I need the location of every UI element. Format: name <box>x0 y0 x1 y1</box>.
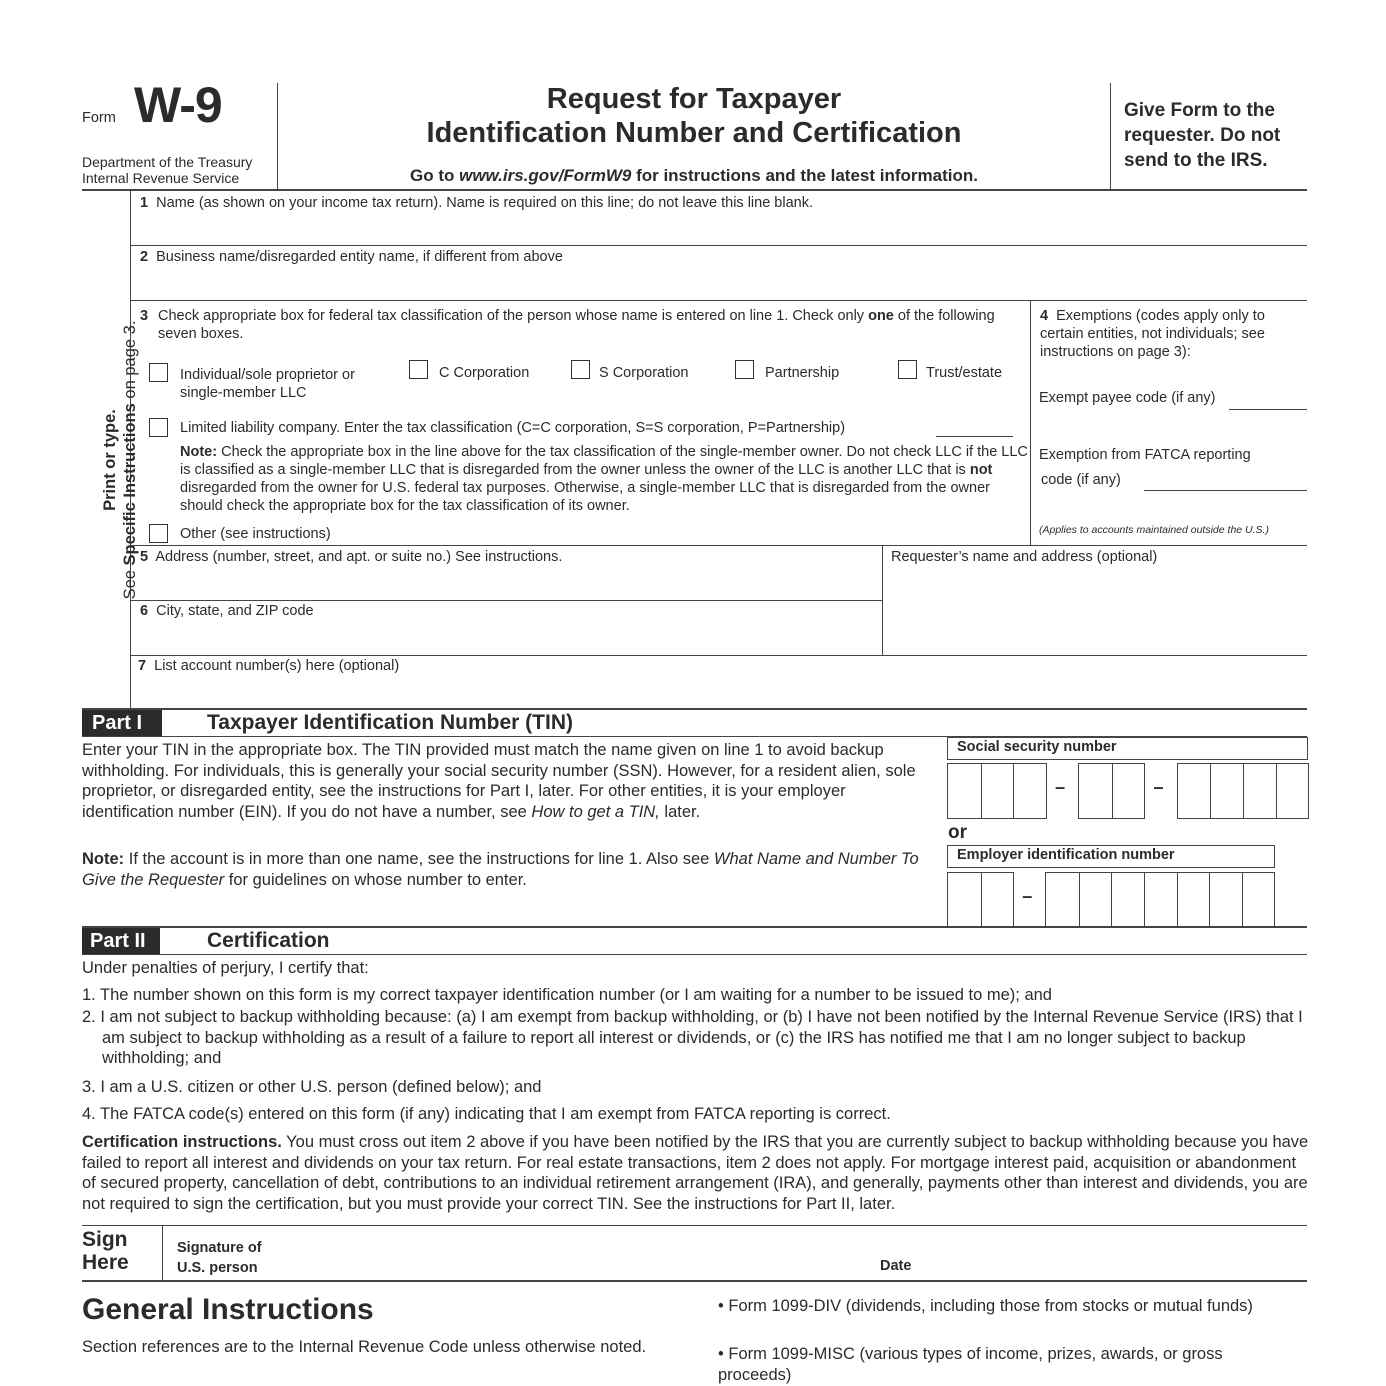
digit-group[interactable] <box>1078 763 1145 819</box>
digit-cell-divider <box>1242 873 1243 927</box>
line3-label: 3 Check appropriate box for federal tax classification of the person whose name is entered on line 1. Check only one of the following seven boxes. <box>140 308 995 342</box>
checkbox-other[interactable] <box>149 524 168 543</box>
checkbox-partnership-label: Partnership <box>765 365 840 381</box>
department: Department of the Treasury <box>82 154 253 170</box>
fatca-label-2: code (if any) <box>1041 472 1121 488</box>
cert-intro: Under penalties of perjury, I certify that: <box>82 959 369 977</box>
digit-cell-divider <box>1111 873 1112 927</box>
requester-input[interactable] <box>883 566 1307 654</box>
or-label: or <box>948 822 967 843</box>
side-instructions: Print or type. See Specific Instructions on page 3. <box>101 320 139 600</box>
line6-label: 6 City, state, and ZIP code <box>140 603 314 619</box>
checkbox-trust-estate[interactable] <box>898 360 917 379</box>
goto-line: Go to www.irs.gov/FormW9 for instructions and the latest information. <box>410 166 978 185</box>
ein-input[interactable] <box>947 872 1275 927</box>
address-input[interactable] <box>131 566 881 598</box>
city-state-zip-input[interactable] <box>131 620 881 652</box>
dash-separator: – <box>1055 777 1066 797</box>
part1-text: Enter your TIN in the appropriate box. The TIN provided must match the name given on line 1 to avoid backup withholding. For individuals, this is generally your social security number (SSN). However, for a resident alien, sole proprietor, or disregarded entity, see the instructions for Part I, later. For other entities, it is your employer identification number (EIN). If you do not have a number, see How to get a TIN, later. <box>82 741 916 821</box>
fatca-note: (Applies to accounts maintained outside the U.S.) <box>1039 524 1269 536</box>
exempt-payee-input[interactable] <box>1229 409 1307 410</box>
date-label: Date <box>880 1258 912 1274</box>
digit-group[interactable] <box>1177 763 1310 819</box>
part1-tag: Part I <box>82 710 162 736</box>
digit-cell-divider <box>1144 873 1145 927</box>
requester-label: Requester’s name and address (optional) <box>891 549 1158 565</box>
digit-cell-divider <box>981 873 982 927</box>
part2-tag: Part II <box>82 928 160 954</box>
general-instructions-title: General Instructions <box>82 1293 374 1326</box>
checkbox-other-label: Other (see instructions) <box>180 526 331 542</box>
checkbox-c-corporation[interactable] <box>409 360 428 379</box>
part2-title: Certification <box>207 929 330 952</box>
bullet-1099-misc: • Form 1099-MISC (various types of income, prizes, awards, or gross proceeds) <box>718 1345 1223 1384</box>
line4-label: 4 Exemptions (codes apply only to certain entities, not individuals; see instructions on page 3): <box>1040 308 1265 360</box>
service: Internal Revenue Service <box>82 170 240 186</box>
digit-cell-divider <box>981 764 982 818</box>
checkbox-partnership[interactable] <box>735 360 754 379</box>
fatca-input[interactable] <box>1144 490 1307 491</box>
checkbox-trust-estate-label: Trust/estate <box>926 365 1003 381</box>
checkbox-individual[interactable] <box>149 363 168 382</box>
cert-item-3: 3. I am a U.S. citizen or other U.S. person (defined below); and <box>82 1078 542 1096</box>
line5-label: 5 Address (number, street, and apt. or suite no.) See instructions. <box>140 549 563 565</box>
exempt-payee-label: Exempt payee code (if any) <box>1039 390 1216 406</box>
cert-item-2: 2. I am not subject to backup withholding because: (a) I am exempt from backup withholding, or (b) I have not been notified by the Internal Revenue Service (IRS) that I am subject to backup withholding as a result of a failure to report all interest or dividends, or (c) the IRS has notified me that I am no longer subject to backup withholding; and <box>82 1008 1303 1067</box>
account-numbers-input[interactable] <box>131 675 1307 707</box>
dash-separator: – <box>1022 886 1033 906</box>
signature-label: Signature of U.S. person <box>177 1240 262 1276</box>
form-number: W-9 <box>134 77 222 133</box>
checkbox-s-corporation[interactable] <box>571 360 590 379</box>
cert-item-4: 4. The FATCA code(s) entered on this form (if any) indicating that I am exempt from FATCA reporting is correct. <box>82 1105 891 1123</box>
sign-here-label: Sign Here <box>82 1228 129 1274</box>
digit-cell-divider <box>1112 764 1113 818</box>
line1-label: 1 Name (as shown on your income tax return). Name is required on this line; do not leave this line blank. <box>140 195 813 211</box>
digit-cell-divider <box>1276 764 1277 818</box>
part1-note: Note: If the account is in more than one name, see the instructions for line 1. Also see What Name and Number To Give the Requester for guidelines on whose number to enter. <box>82 850 919 889</box>
digit-group[interactable] <box>947 872 1014 928</box>
cert-item-1: 1. The number shown on this form is my correct taxpayer identification number (or I am waiting for a number to be issued to me); and <box>82 986 1052 1004</box>
ssn-input[interactable] <box>947 763 1308 818</box>
ein-label: Employer identification number <box>957 847 1175 863</box>
digit-cell-divider <box>1210 764 1211 818</box>
digit-cell-divider <box>1177 873 1178 927</box>
cert-instructions: Certification instructions. You must cross out item 2 above if you have been notified by the IRS that you are currently subject to backup withholding because you have failed to report all interest and dividends on your tax return. For real estate transactions, item 2 does not apply. For mortgage interest paid, acquisition or abandonment of secured property, cancellation of debt, contributions to an individual retirement arrangement (IRA), and generally, payments other than interest and dividends, you are not required to sign the certification, but you must provide your correct TIN. See the instructions for Part II, later. <box>82 1133 1309 1213</box>
dash-separator: – <box>1153 777 1164 797</box>
line7-label: 7 List account number(s) here (optional) <box>138 658 400 674</box>
checkbox-individual-label: Individual/sole proprietor or single-member LLC <box>180 367 355 401</box>
general-intro: Section references are to the Internal Revenue Code unless otherwise noted. <box>82 1338 647 1356</box>
date-input[interactable] <box>925 1228 1305 1278</box>
digit-group[interactable] <box>947 763 1047 819</box>
checkbox-c-corporation-label: C Corporation <box>439 365 530 381</box>
checkbox-s-corporation-label: S Corporation <box>599 365 689 381</box>
digit-cell-divider <box>1013 764 1014 818</box>
irs-link[interactable]: www.irs.gov/FormW9 <box>459 166 632 185</box>
digit-cell-divider <box>1079 873 1080 927</box>
llc-note: Note: Check the appropriate box in the line above for the tax classification of the single-member owner. Do not check LLC if the LLC is classified as a single-member LLC that is disregarded from the owner unless the owner of the LLC is another LLC that is not disregarded from the owner for U.S. federal tax purposes. Otherwise, a single-member LLC that is disregarded from the owner should check the appropriate box for the tax classification of its owner. <box>180 444 1028 514</box>
signature-input[interactable] <box>270 1228 870 1278</box>
line2-label: 2 Business name/disregarded entity name, if different from above <box>140 249 563 265</box>
bullet-1099-div: • Form 1099-DIV (dividends, including those from stocks or mutual funds) <box>718 1297 1253 1315</box>
name-input[interactable] <box>131 212 1307 244</box>
checkbox-llc-label: Limited liability company. Enter the tax classification (C=C corporation, S=S corporation, P=Partnership) <box>180 420 846 436</box>
ssn-label: Social security number <box>957 739 1117 755</box>
form-word: Form <box>82 110 116 126</box>
part1-title: Taxpayer Identification Number (TIN) <box>207 711 573 734</box>
digit-group[interactable] <box>1045 872 1275 928</box>
fatca-label: Exemption from FATCA reporting <box>1039 447 1251 463</box>
give-form-note: Give Form to the requester. Do not send to the IRS. <box>1124 100 1281 171</box>
digit-cell-divider <box>1209 873 1210 927</box>
business-name-input[interactable] <box>131 266 1307 298</box>
checkbox-llc[interactable] <box>149 418 168 437</box>
llc-classification-input[interactable] <box>936 436 1013 437</box>
page-title: Request for Taxpayer Identification Number and Certification <box>426 83 962 149</box>
digit-cell-divider <box>1243 764 1244 818</box>
